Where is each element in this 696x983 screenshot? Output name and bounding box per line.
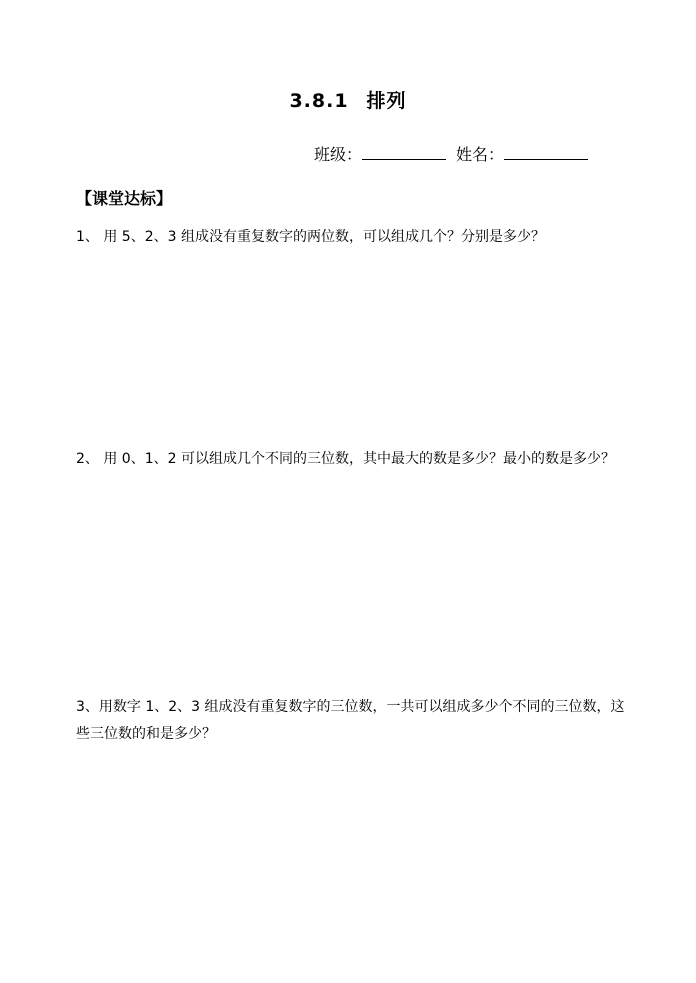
title-text: 排列 [366,90,407,112]
page-title [0,86,696,113]
class-label: 班级： [314,145,363,164]
question-1: 1、 用 5、2、3 组成没有重复数字的两位数，可以组成几个？分别是多少？ [76,229,545,245]
title-number: 3.8.1 [289,90,349,112]
student-info [314,142,588,165]
question-2: 2、 用 0、1、2 可以组成几个不同的三位数，其中最大的数是多少？最小的数是多少？ [76,451,615,467]
name-label: 姓名： [456,145,505,164]
question-3: 3、用数字 1、2、3 组成没有重复数字的三位数，一共可以组成多少个不同的三位数，这些三位数的和是多少？ [76,699,625,742]
name-blank[interactable] [504,145,588,160]
section-heading: 【课堂达标】 [76,189,173,208]
class-blank[interactable] [362,145,446,160]
